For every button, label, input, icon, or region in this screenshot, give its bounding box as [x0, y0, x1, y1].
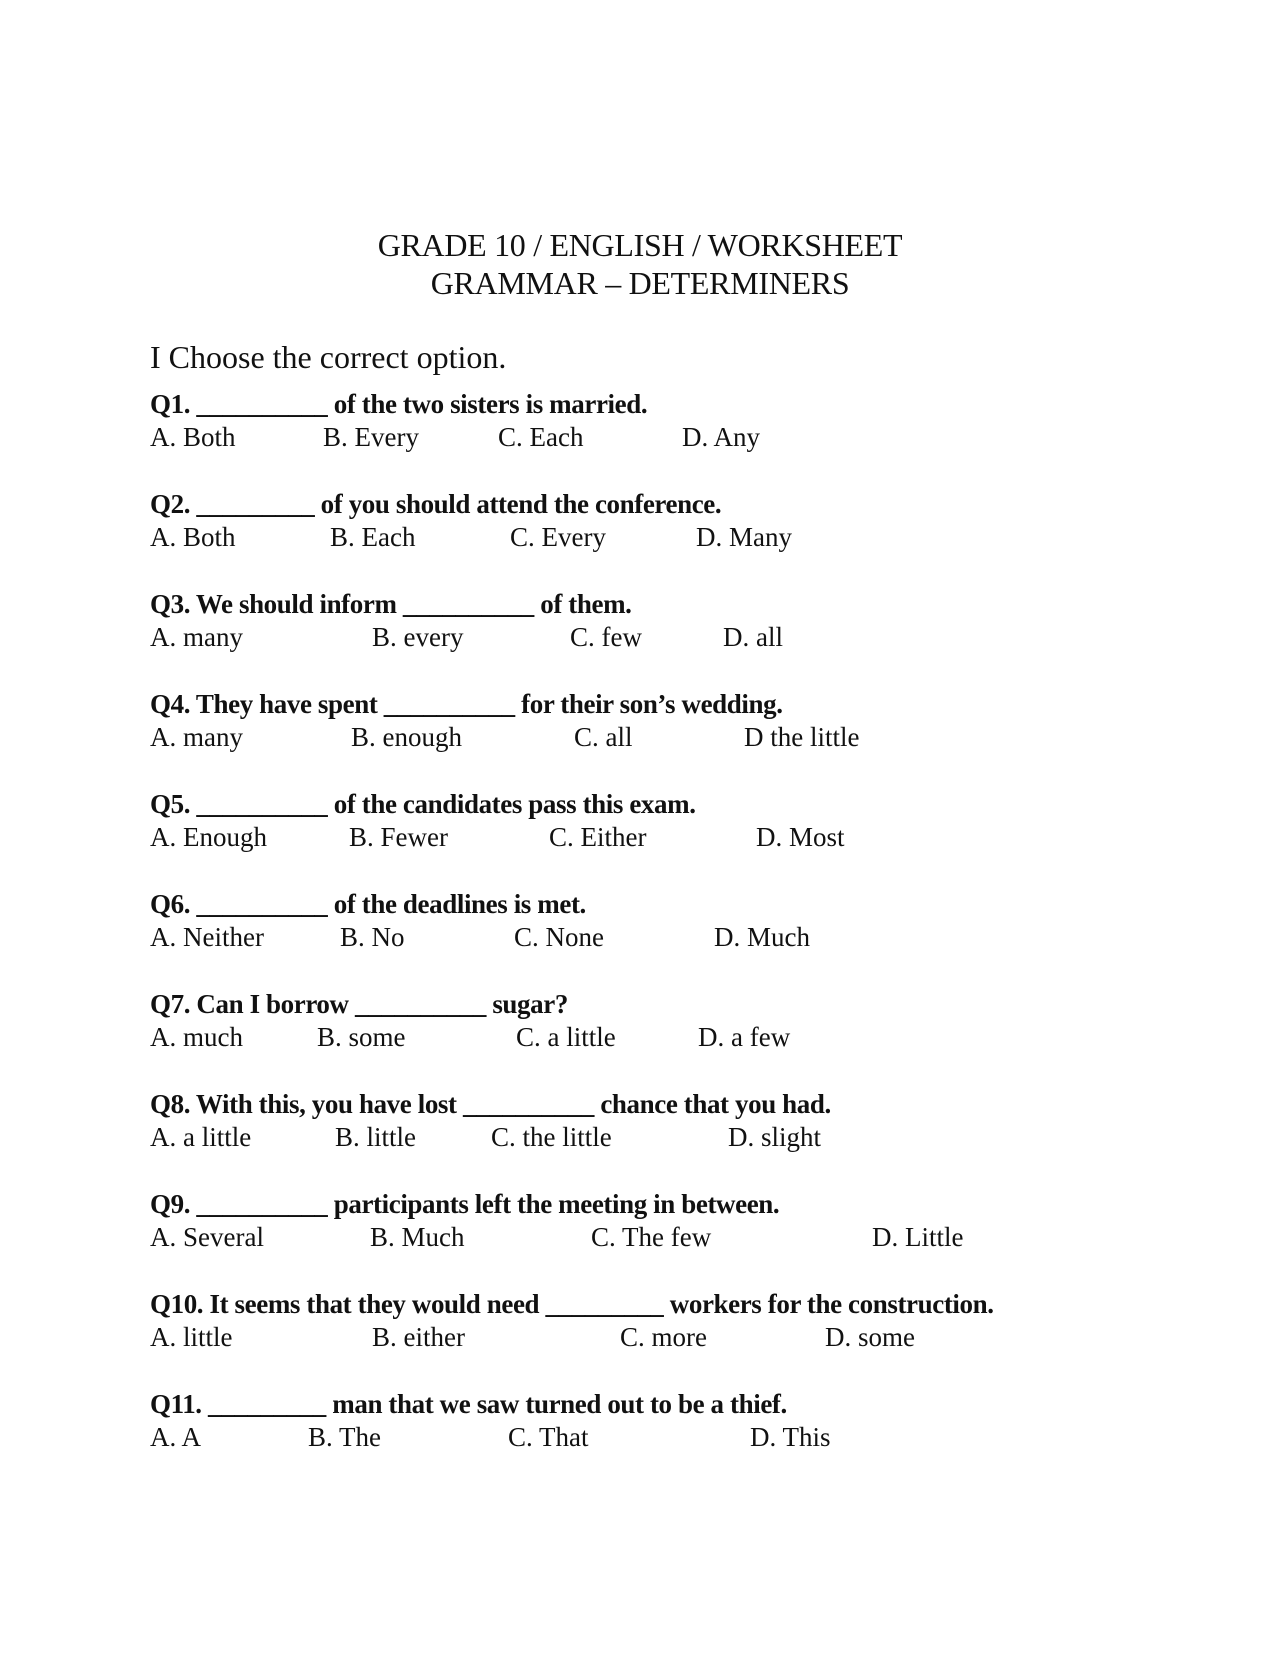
question-stem: Q1. __________ of the two sisters is married. [150, 389, 648, 419]
option-a: A. Both [150, 522, 236, 552]
question-item [150, 1288, 1250, 1354]
option-c: C. None [514, 922, 604, 952]
answer-options [150, 720, 1250, 754]
header-subtitle: GRAMMAR – DETERMINERS [430, 265, 850, 301]
section-instruction: I Choose the correct option. [150, 339, 507, 375]
option-b: B. Much [370, 1222, 465, 1252]
question-item [150, 588, 1250, 654]
answer-options [150, 420, 1250, 454]
option-b: B. enough [351, 722, 462, 752]
answer-options [150, 1220, 1250, 1254]
option-b: B. The [308, 1422, 381, 1452]
option-d: D. slight [728, 1122, 822, 1152]
option-d: D. Much [714, 922, 810, 952]
question-stem: Q10. It seems that they would need _________ workers for the construction. [150, 1289, 994, 1319]
option-a: A. many [150, 722, 243, 752]
option-d: D. Any [682, 422, 761, 452]
question-stem: Q11. _________ man that we saw turned out to be a thief. [150, 1389, 787, 1419]
option-b: B. Each [330, 522, 416, 552]
question-stem: Q6. __________ of the deadlines is met. [150, 889, 586, 919]
question-item [150, 888, 1250, 954]
option-c: C. all [574, 722, 633, 752]
option-a: A. a little [150, 1122, 252, 1152]
option-d: D the little [744, 722, 860, 752]
option-d: D. Little [872, 1222, 964, 1252]
question-item [150, 1188, 1250, 1254]
question-stem: Q2. _________ of you should attend the conference. [150, 489, 722, 519]
answer-options [150, 820, 1250, 854]
header-title: GRADE 10 / ENGLISH / WORKSHEET [377, 227, 903, 263]
option-c: C. the little [491, 1122, 612, 1152]
option-d: D. a few [698, 1022, 791, 1052]
question-item [150, 1088, 1250, 1154]
question-stem: Q9. __________ participants left the meeting in between. [150, 1189, 780, 1219]
option-d: D. some [825, 1322, 915, 1352]
option-d: D. This [750, 1422, 831, 1452]
answer-options [150, 1320, 1250, 1354]
option-b: B. either [372, 1322, 465, 1352]
option-c: C. Every [510, 522, 606, 552]
option-a: A. Enough [150, 822, 267, 852]
question-item [150, 688, 1250, 754]
question-item [150, 1388, 1250, 1454]
option-b: B. little [335, 1122, 416, 1152]
question-stem: Q8. With this, you have lost __________ chance that you had. [150, 1089, 831, 1119]
option-b: B. some [317, 1022, 406, 1052]
option-c: C. That [508, 1422, 589, 1452]
answer-options [150, 920, 1250, 954]
answer-options [150, 620, 1250, 654]
option-c: C. The few [591, 1222, 712, 1252]
option-a: A. A [150, 1422, 202, 1452]
answer-options [150, 1420, 1250, 1454]
option-a: A. little [150, 1322, 233, 1352]
option-c: C. more [620, 1322, 707, 1352]
option-c: C. Either [549, 822, 647, 852]
question-stem: Q3. We should inform __________ of them. [150, 589, 632, 619]
option-a: A. much [150, 1022, 243, 1052]
question-item [150, 488, 1250, 554]
option-c: C. few [570, 622, 642, 652]
option-c: C. a little [516, 1022, 616, 1052]
option-d: D. all [723, 622, 783, 652]
option-b: B. every [372, 622, 464, 652]
answer-options [150, 520, 1250, 554]
question-stem: Q4. They have spent __________ for their son’s wedding. [150, 689, 783, 719]
worksheet-header [0, 226, 1280, 302]
option-a: A. many [150, 622, 243, 652]
option-d: D. Many [696, 522, 792, 552]
option-b: B. Fewer [349, 822, 448, 852]
option-d: D. Most [756, 822, 845, 852]
option-a: A. Neither [150, 922, 264, 952]
option-a: A. Several [150, 1222, 264, 1252]
answer-options [150, 1020, 1250, 1054]
answer-options [150, 1120, 1250, 1154]
question-stem: Q5. __________ of the candidates pass this exam. [150, 789, 696, 819]
option-b: B. No [340, 922, 405, 952]
option-c: C. Each [498, 422, 584, 452]
question-item [150, 788, 1250, 854]
question-item [150, 988, 1250, 1054]
option-b: B. Every [323, 422, 419, 452]
option-a: A. Both [150, 422, 236, 452]
question-item [150, 388, 1250, 454]
question-stem: Q7. Can I borrow __________ sugar? [150, 989, 568, 1019]
